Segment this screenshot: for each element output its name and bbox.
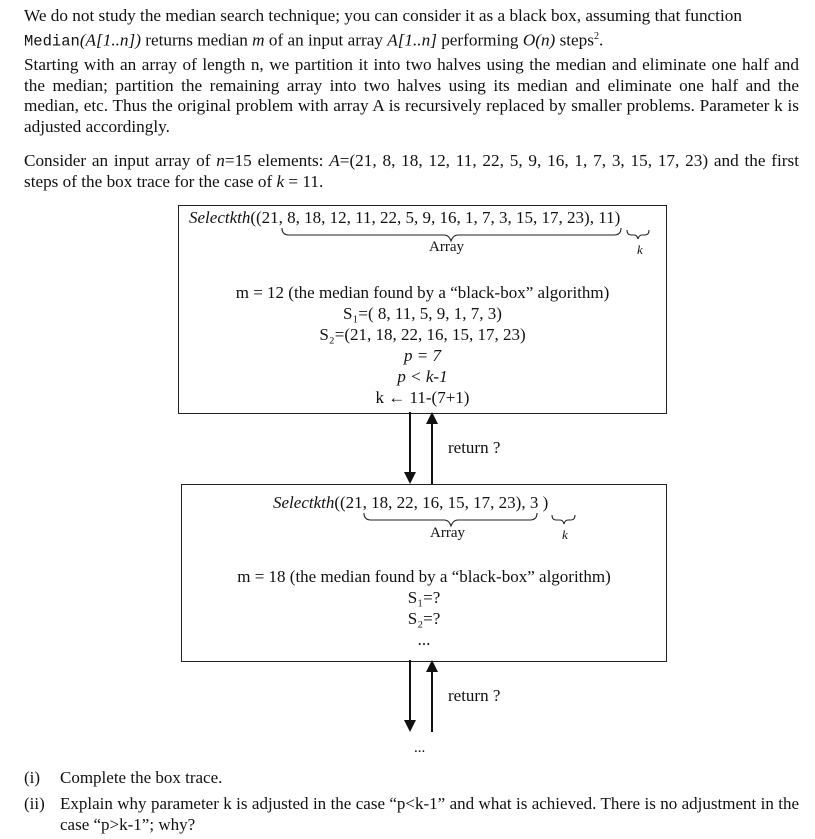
- question-1: (i) Complete the box trace.: [24, 768, 223, 787]
- box1-line-s2: S₂=(21, 18, 22, 16, 15, 17, 23): [319, 325, 526, 344]
- box1-body: [179, 282, 666, 408]
- box2-array-label: Array: [430, 525, 465, 541]
- intro-paragraph-1: We do not study the median search technique; you can consider it as a black box, assuming that function Median(A[1..n]) returns median m of an input array A[1..n] performing O(n) steps$^2$.: [24, 6, 742, 51]
- box1-braces: [179, 206, 666, 246]
- return-arrow-up-icon: [426, 412, 438, 424]
- return-label-2: return ?: [448, 686, 501, 705]
- arrows-1: [398, 412, 438, 484]
- box2-body: [182, 566, 666, 650]
- box1-line-condition: p < k-1: [397, 367, 448, 386]
- trace-box-2: [181, 484, 667, 662]
- box2-call: Selectkth((21, 18, 22, 16, 15, 17, 23), 3 ): [273, 493, 549, 512]
- return-label-1: return ?: [448, 438, 501, 457]
- return-arrow-up-icon-2: [426, 660, 438, 672]
- box1-call: Selectkth((21, 8, 18, 12, 11, 22, 5, 9, 16, 1, 7, 3, 15, 17, 23), 11): [189, 208, 621, 227]
- arrows-2: [398, 660, 438, 732]
- box2-line-s1: S₁=?: [407, 588, 441, 607]
- trace-box-1: [178, 205, 667, 414]
- box1-line-k-update: k ← 11-(7+1): [375, 388, 470, 407]
- box2-line-median: m = 18 (the median found by a “black-box” algorithm): [237, 567, 611, 586]
- question-2: (ii) Explain why parameter k is adjusted in the case “p<k-1” and what is achieved. There is no adjustment in the case “p>k-1”; why?: [24, 794, 799, 834]
- median-function-name: Median: [24, 32, 80, 51]
- call-arrow-down-icon: [404, 472, 416, 484]
- box2-line-s2: S₂=?: [407, 609, 441, 628]
- box2-k-label: k: [562, 527, 568, 542]
- box1-line-p: p = 7: [404, 346, 441, 365]
- box1-array-label: Array: [429, 239, 464, 255]
- intro-paragraph-3: Consider an input array of n=15 elements: A=(21, 8, 18, 12, 11, 22, 5, 9, 16, 1, 7, 3, 15, 17, 23) and the first steps of the box trace for the case of k = 11.: [24, 151, 799, 191]
- box1-line-median: m = 12 (the median found by a “black-box” algorithm): [235, 283, 610, 302]
- box2-line-ellipsis: ...: [417, 630, 431, 649]
- box1-line-s1: S₁=( 8, 11, 5, 9, 1, 7, 3): [343, 304, 502, 323]
- call-arrow-down-icon-2: [404, 720, 416, 732]
- continuation-ellipsis: ...: [414, 740, 426, 756]
- intro-paragraph-2: Starting with an array of length n, we partition it into two halves using the median and eliminate one half and the median; partition the remaining array into two halves using its median and eliminate one half and the median, etc. Thus the original problem with array A is recursively replaced by smaller problems. Parameter k is adjusted accordingly.: [24, 55, 799, 136]
- box2-braces: [182, 485, 666, 535]
- box1-k-label: k: [637, 242, 643, 257]
